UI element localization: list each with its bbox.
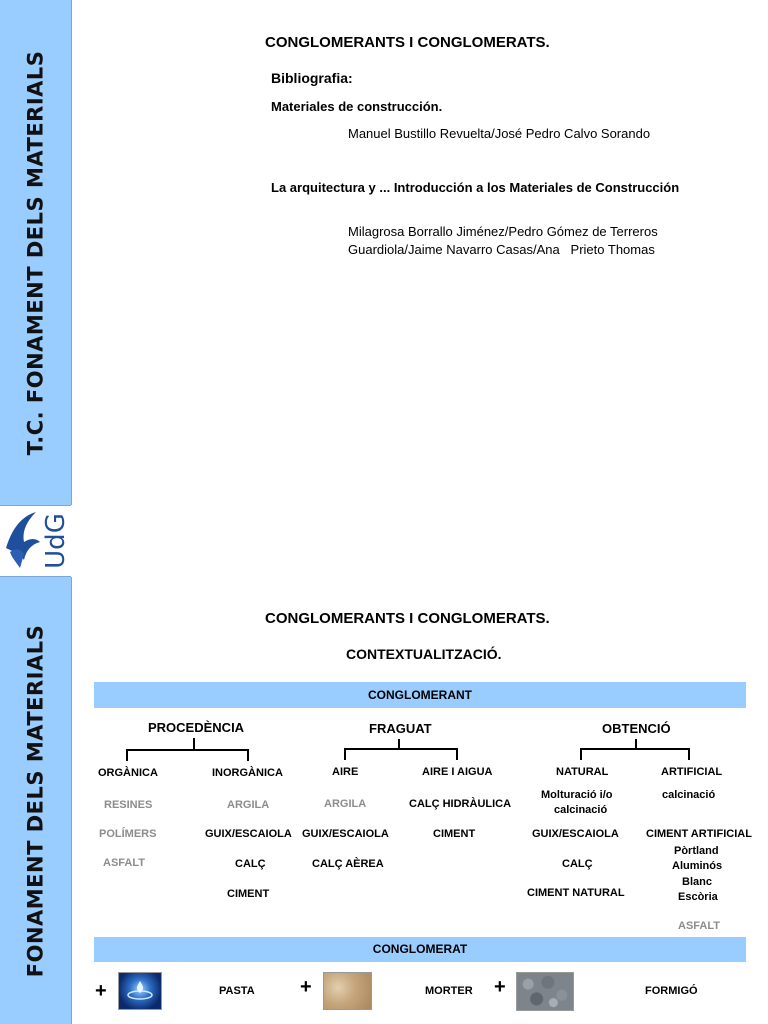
aire-aigua-label: AIRE I AIGUA [422,766,493,778]
org-item-polimers: POLÍMERS [99,828,157,840]
pasta-label: PASTA [219,985,255,997]
artificial-type-escoria: Escòria [678,891,718,903]
inorg-item-ciment: CIMENT [227,888,270,900]
natural-process-line1: Molturació i/o [541,789,613,801]
obtencio-left-leg [580,748,582,760]
slide2-subtitle: CONTEXTUALITZACIÓ. [346,646,502,662]
water-drop-icon [119,973,161,1009]
aire-item-guix: GUIX/ESCAIOLA [302,828,389,840]
obtencio-heading: OBTENCIÓ [602,721,671,736]
morter-label: MORTER [425,985,473,997]
bibliography-label: Bibliografia: [271,70,353,86]
slide2-sidebar-title: FONAMENT DELS MATERIALS [23,624,48,977]
plus-sign-3: + [494,976,506,998]
natural-label: NATURAL [556,766,609,778]
book2-authors-line2: Guardiola/Jaime Navarro Casas/Ana Prieto Thomas [348,242,655,257]
artificial-item-asfalt: ASFALT [678,920,720,932]
inorganica-label: INORGÀNICA [212,767,283,779]
slide1-sidebar-title-wrap [0,0,71,505]
natural-item-guix: GUIX/ESCAIOLA [532,828,619,840]
book1-title: Materiales de construcción. [271,99,443,114]
book2-authors-line1: Milagrosa Borrallo Jiménez/Pedro Gómez de Terreros [348,224,658,239]
sand-image [323,972,372,1010]
org-item-resines: RESINES [104,799,153,811]
udg-logo-text: UdG [41,513,71,569]
artificial-type-aluminos: Aluminós [672,860,723,872]
inorg-item-guix: GUIX/ESCAIOLA [205,828,292,840]
organica-label: ORGÀNICA [98,767,158,779]
fraguat-right-leg [456,748,458,760]
natural-item-ciment-natural: CIMENT NATURAL [527,887,625,899]
obtencio-right-leg [688,748,690,760]
procedencia-bar [126,749,249,751]
water-image [118,972,162,1010]
fraguat-heading: FRAGUAT [369,721,432,736]
inorg-item-calc: CALÇ [235,858,266,870]
aigua-item-ciment: CIMENT [433,828,476,840]
aire-item-argila: ARGILA [324,798,367,810]
formigo-label: FORMIGÓ [645,985,698,997]
aigua-item-calc-hidraulica: CALÇ HIDRÀULICA [409,798,512,810]
conglomerant-bar: CONGLOMERANT [94,682,746,708]
artificial-label: ARTIFICIAL [661,766,723,778]
natural-item-calc: CALÇ [562,858,593,870]
slide2-title: CONGLOMERANTS I CONGLOMERATS. [265,610,550,627]
plus-sign-1: + [95,980,107,1002]
artificial-process: calcinació [662,789,716,801]
aire-item-calc-aerea: CALÇ AÈREA [312,858,384,870]
procedencia-right-leg [247,749,249,761]
natural-process-line2: calcinació [554,804,608,816]
org-item-asfalt: ASFALT [103,857,145,869]
udg-logo [0,505,71,577]
fraguat-left-leg [344,748,346,760]
procedencia-left-leg [126,749,128,761]
inorg-item-argila: ARGILA [227,799,270,811]
gravel-image [516,972,574,1011]
book2-title: La arquitectura y ... Introducción a los Materiales de Construcción [271,180,680,195]
udg-bird-icon [2,508,42,574]
conglomerat-bar: CONGLOMERAT [94,937,746,962]
book1-authors: Manuel Bustillo Revuelta/José Pedro Calvo Sorando [348,126,651,141]
artificial-type-portland: Pòrtland [674,845,719,857]
obtencio-bar [580,748,690,750]
slide1-sidebar-title: T.C. FONAMENT DELS MATERIALS [23,50,48,455]
slide2-sidebar-title-wrap [0,577,71,1024]
aire-label: AIRE [332,766,359,778]
artificial-item-ciment-artificial: CIMENT ARTIFICIAL [646,828,752,840]
procedencia-heading: PROCEDÈNCIA [148,720,245,735]
slide1-title: CONGLOMERANTS I CONGLOMERATS. [265,34,550,51]
fraguat-bar [344,748,458,750]
plus-sign-2: + [300,976,312,998]
artificial-type-blanc: Blanc [682,876,712,888]
